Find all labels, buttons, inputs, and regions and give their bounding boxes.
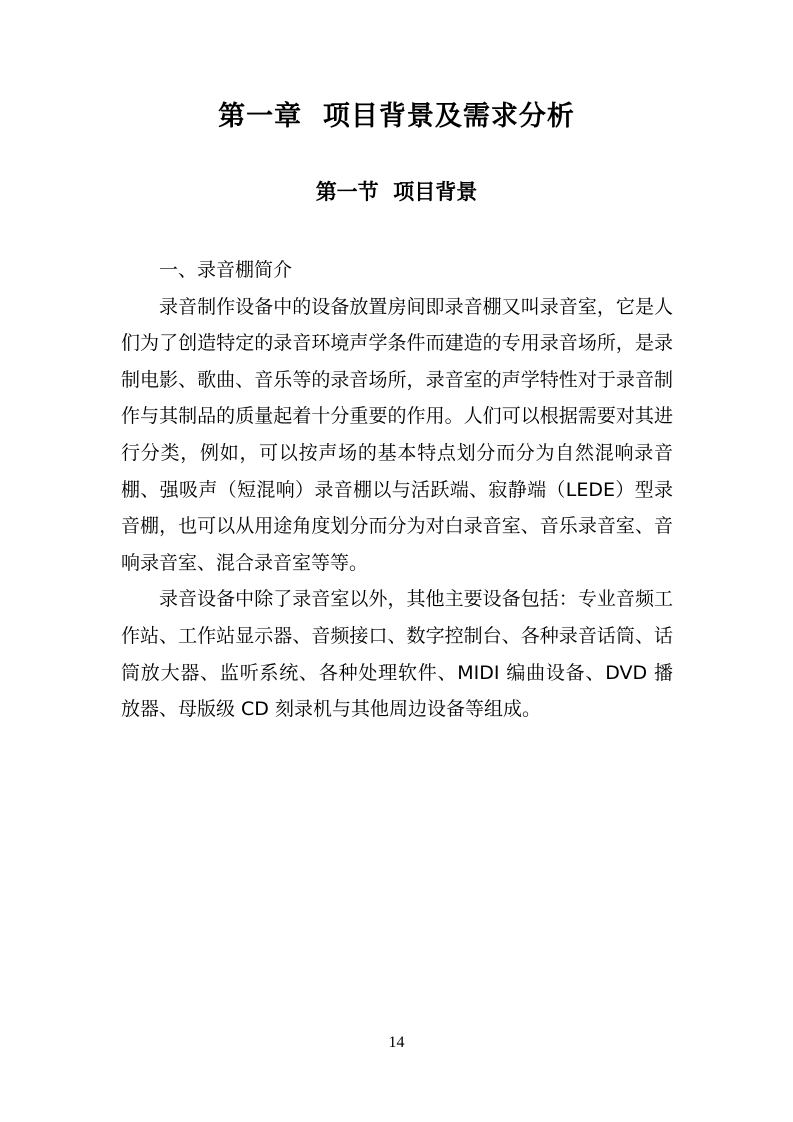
section-title: 第一节 项目背景 xyxy=(315,180,478,204)
body-text xyxy=(121,252,673,728)
paragraph-recording-studio-intro: 录音制作设备中的设备放置房间即录音棚又叫录音室，它是人们为了创造特定的录音环境声学条件而建造的专用录音场所，是录制电影、歌曲、音乐等的录音场所，录音室的声学特性对于录音制作与其制品的质量起着十分重要的作用。人们可以根据需要对其进行分类，例如，可以按声场的基本特点划分而分为自然混响录音棚、强吸声（短混响）录音棚以与活跃端、寂静端（LEDE）型录音棚，也可以从用途角度划分而分为对白录音室、音乐录音室、音响录音室、混合录音室等等。 xyxy=(121,295,673,574)
chapter-title: 第一章 项目背景及需求分析 xyxy=(218,101,575,132)
subheading: 一、录音棚简介 xyxy=(159,259,293,281)
page-number: 14 xyxy=(388,1034,405,1051)
paragraph-recording-equipment: 录音设备中除了录音室以外，其他主要设备包括：专业音频工作站、工作站显示器、音频接口、数字控制台、各种录音话筒、话筒放大器、监听系统、各种处理软件、MIDI 编曲设备、DVD 播放器、母版级 CD 刻录机与其他周边设备等组成。 xyxy=(121,588,673,721)
